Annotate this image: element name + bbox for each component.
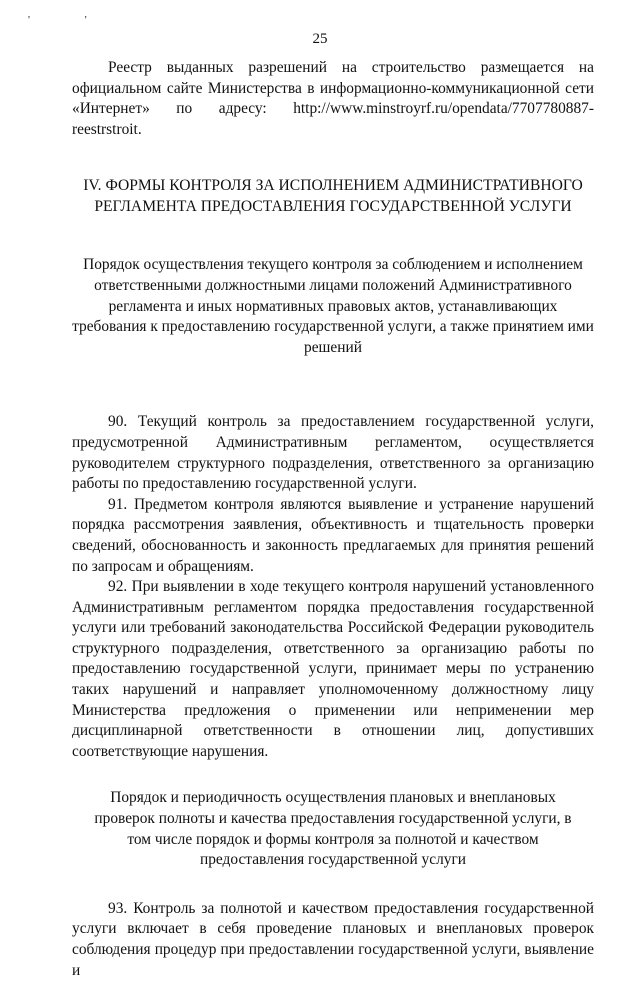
paragraph-91: 91. Предметом контроля являются выявление и устранение нарушений порядка рассмотрения заявления, объективность и тщательность проверки сведений, обоснованность и законность предлагаемых для принятия решений по запросам и обращениям.	[72, 495, 594, 575]
paragraph-group-inspections	[72, 899, 594, 981]
paragraph-92: 92. При выявлении в ходе текущего контроля нарушений установленного Административным регламентом порядка предоставления государственной услуги или требований законодательства Российской Федерации руководитель структурного подразделения, ответственного за организацию работы по предоставлению государственной услуги, принимает меры по устранению таких нарушений и направляет уполномоченному должностному лицу Министерства предложения о применении или неприменении мер дисциплинарной ответственности в отношении лиц, допустивших соответствующие нарушения.	[72, 578, 594, 760]
scan-marks: ' '	[28, 14, 113, 26]
section-title	[72, 175, 594, 217]
subheading-current-control: Порядок осуществления текущего контроля за соблюдением и исполнением ответственными должностными лицами положений Административного регламента и иных нормативных правовых актов, устанавливающих требования к предоставлению государственной услуги, а также принятием ими решений	[72, 256, 594, 356]
page-number: 25	[312, 31, 328, 47]
section-title-line-2: РЕГЛАМЕНТА ПРЕДОСТАВЛЕНИЯ ГОСУДАРСТВЕННОЙ УСЛУГИ	[94, 198, 572, 216]
section-title-line-1: IV. ФОРМЫ КОНТРОЛЯ ЗА ИСПОЛНЕНИЕМ АДМИНИСТРАТИВНОГО	[83, 177, 583, 195]
paragraph-93: 93. Контроль за полнотой и качеством предоставления государственной услуги включает в себя проведение плановых и внеплановых проверок соблюдения процедур при предоставлении государственной услуги, выявление и	[72, 899, 594, 979]
paragraph-90: 90. Текущий контроль за предоставлением государственной услуги, предусмотренной Административным регламентом, осуществляется руководителем структурного подразделения, ответственного за организацию работы по предоставлению государственной услуги.	[72, 413, 594, 493]
page-content	[72, 58, 594, 981]
paragraph-group-current-control	[72, 412, 594, 762]
intro-paragraph: Реестр выданных разрешений на строительство размещается на официальном сайте Министерства в информационно-коммуникационной сети «Интернет» по адресу: http://www.minstroyrf.ru/opendata/7707780887-reestrstroit.	[72, 59, 594, 138]
subheading-inspections: Порядок и периодичность осуществления плановых и внеплановых проверок полноты и качества предоставления государственной услуги, в том числе порядок и формы контроля за полнотой и качеством предоставления государственной услуги	[94, 789, 572, 869]
